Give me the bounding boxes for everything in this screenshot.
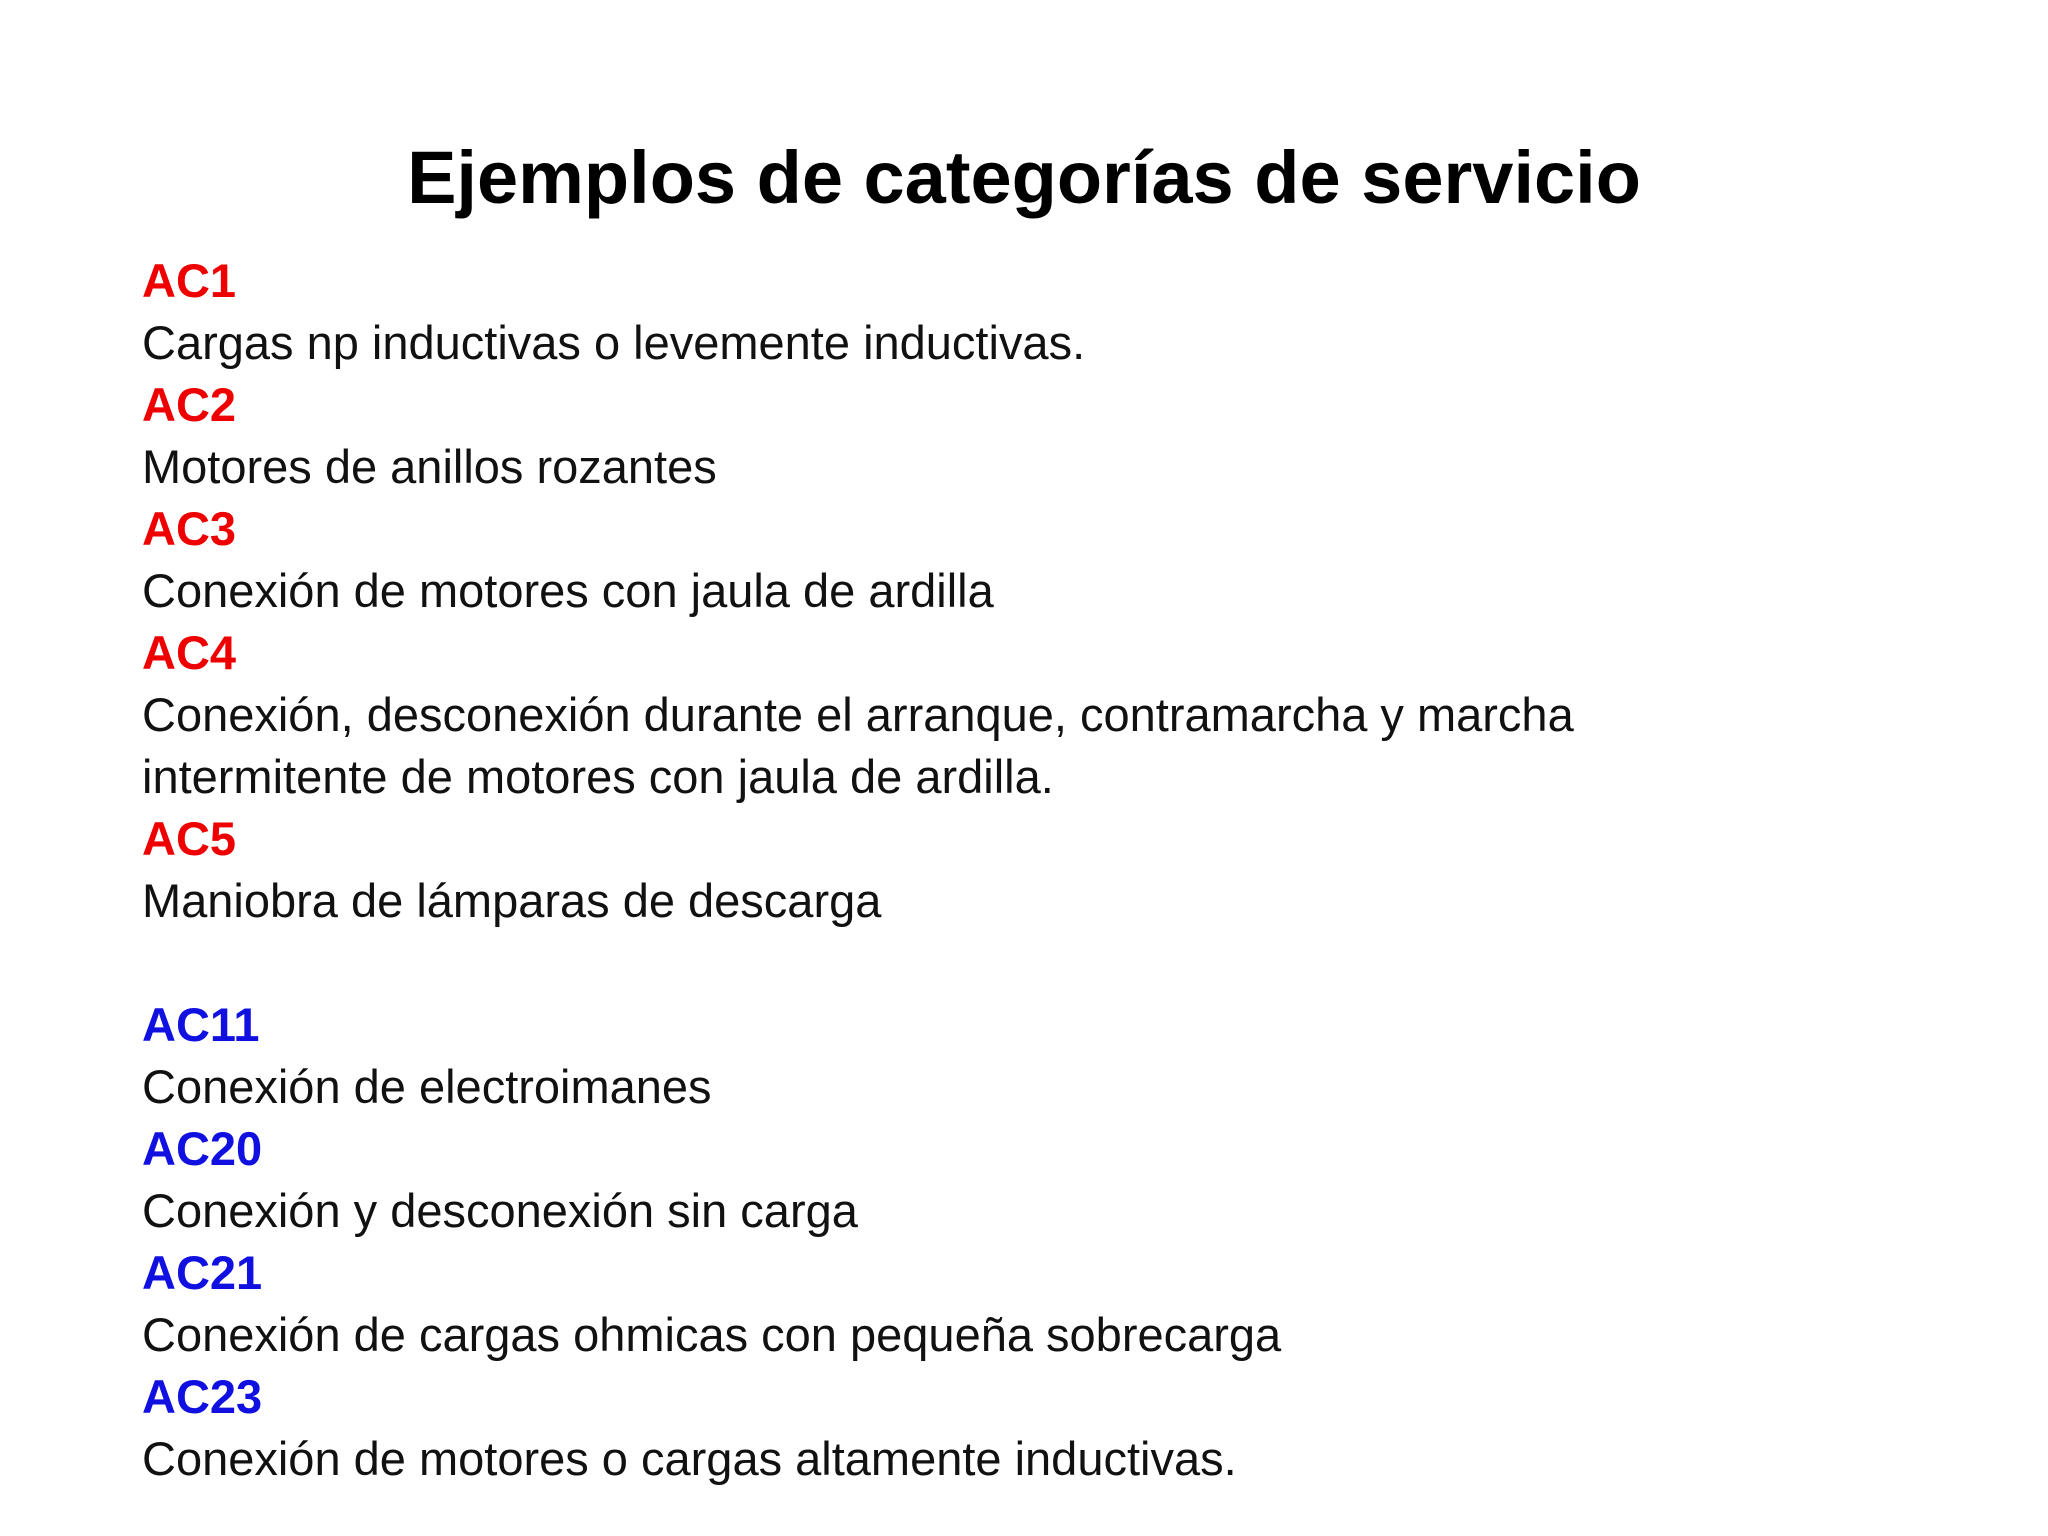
category-code: AC21 [142,1246,263,1299]
group-spacer [142,932,2002,994]
category-description: Conexión, desconexión durante el arranque, contramarcha y marcha [142,688,1574,741]
category-description: Conexión de motores o cargas altamente inductivas. [142,1432,1237,1485]
category-entry-ac23 [142,1366,2002,1490]
category-description-continued: intermitente de motores con jaula de ardilla. [142,750,1054,803]
category-code: AC23 [142,1370,263,1423]
category-entry-ac11 [142,994,2002,1118]
category-code: AC11 [142,998,260,1051]
category-code: AC4 [142,626,237,679]
category-description: Maniobra de lámparas de descarga [142,874,882,927]
category-entry-ac2 [142,374,2002,498]
category-description: Motores de anillos rozantes [142,440,717,493]
category-description: Conexión de electroimanes [142,1060,712,1113]
category-code: AC3 [142,502,237,555]
category-code: AC2 [142,378,237,431]
category-description: Conexión y desconexión sin carga [142,1184,858,1237]
slide-title: Ejemplos de categorías de servicio [407,136,1641,219]
category-description: Conexión de motores con jaula de ardilla [142,564,994,617]
category-group-2 [142,994,2002,1490]
category-entry-ac20 [142,1118,2002,1242]
category-list [142,250,2002,1490]
category-entry-ac21 [142,1242,2002,1366]
category-entry-ac4 [142,622,2002,808]
category-description: Cargas np inductivas o levemente inductivas. [142,316,1086,369]
category-description: Conexión de cargas ohmicas con pequeña sobrecarga [142,1308,1282,1361]
category-entry-ac1 [142,250,2002,374]
category-group-1 [142,250,2002,932]
category-code: AC1 [142,254,237,307]
category-entry-ac3 [142,498,2002,622]
category-code: AC20 [142,1122,263,1175]
category-code: AC5 [142,812,237,865]
category-entry-ac5 [142,808,2002,932]
